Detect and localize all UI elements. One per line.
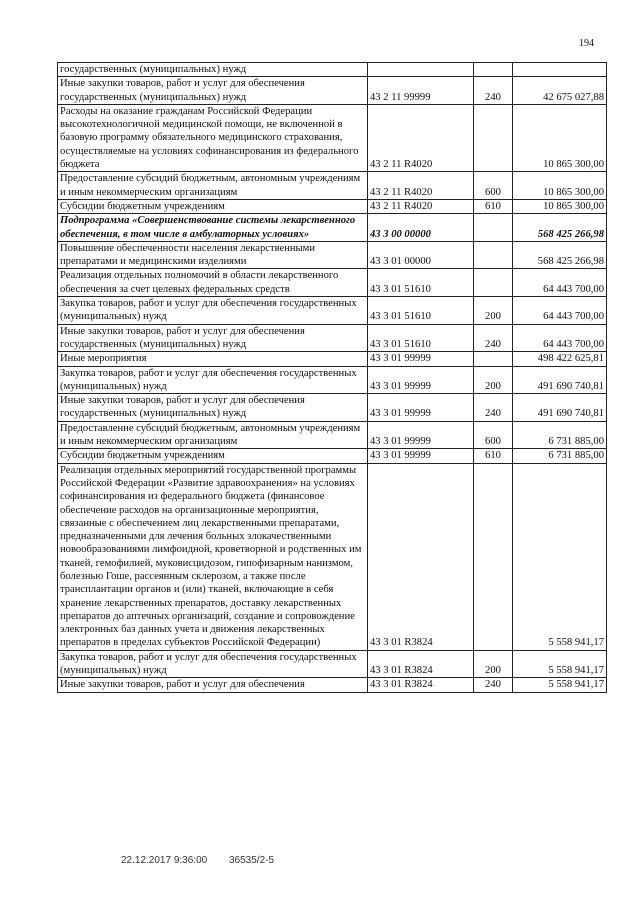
- row-sum-cell: 10 865 300,00: [513, 199, 607, 213]
- budget-table: [57, 62, 607, 693]
- row-name-cell: Предоставление субсидий бюджетным, автономным учреждениям и иным некоммерческим организациям: [58, 172, 368, 200]
- row-vr-cell: [474, 352, 513, 366]
- table-row: [58, 63, 607, 77]
- table-row: [58, 366, 607, 394]
- row-sum-cell: 568 425 266,98: [513, 241, 607, 269]
- table-row: [58, 352, 607, 366]
- footer-doc-number: 36535/2-5: [229, 855, 275, 866]
- table-row: [58, 214, 607, 242]
- row-name-cell: Реализация отдельных полномочий в области лекарственного обеспечения за счет целевых федеральных средств: [58, 269, 368, 297]
- row-vr-cell: [474, 104, 513, 171]
- row-code-cell: 43 3 01 51610: [368, 324, 474, 352]
- table-row: [58, 463, 607, 650]
- row-code-cell: 43 3 01 99999: [368, 449, 474, 463]
- row-sum-cell: 42 675 027,88: [513, 77, 607, 105]
- row-vr-cell: 200: [474, 297, 513, 325]
- row-vr-cell: 600: [474, 172, 513, 200]
- row-sum-cell: 10 865 300,00: [513, 104, 607, 171]
- row-vr-cell: 200: [474, 366, 513, 394]
- row-name-cell: Закупка товаров, работ и услуг для обеспечения государственных (муниципальных) нужд: [58, 650, 368, 678]
- row-name-cell: Закупка товаров, работ и услуг для обеспечения государственных (муниципальных) нужд: [58, 297, 368, 325]
- table-row: [58, 104, 607, 171]
- row-code-cell: 43 3 01 00000: [368, 241, 474, 269]
- row-code-cell: [368, 63, 474, 77]
- table-row: [58, 449, 607, 463]
- row-vr-cell: 600: [474, 421, 513, 449]
- row-code-cell: 43 2 11 99999: [368, 77, 474, 105]
- table-row: [58, 199, 607, 213]
- row-name-cell: Реализация отдельных мероприятий государственной программы Российской Федерации «Развитие здравоохранения» на условиях софинансирования из федерального бюджета (финансовое обеспечение расходов на организационные мероприятия, связанные с обеспечением лиц лекарственными препаратами, предназначенными для лечения больных злокачественными новообразованиями лимфоидной, кроветворной и родственных им тканей, гемофилией, муковисцидозом, гипофизарным нанизмом, болезнью Гоше, рассеянным склерозом, а также после трансплантации органов и (или) тканей, включающие в себя хранение лекарственных препаратов, доставку лекарственных препаратов до аптечных организаций, создание и сопровождение электронных баз данных учета и движения лекарственных препаратов в пределах субъектов Российской Федерации): [58, 463, 368, 650]
- row-vr-cell: 240: [474, 77, 513, 105]
- row-sum-cell: 491 690 740,81: [513, 394, 607, 422]
- footer-datetime: 22.12.2017 9:36:00: [121, 855, 208, 866]
- row-sum-cell: 5 558 941,17: [513, 678, 607, 692]
- row-sum-cell: 64 443 700,00: [513, 297, 607, 325]
- row-name-cell: государственных (муниципальных) нужд: [58, 63, 368, 77]
- row-sum-cell: 6 731 885,00: [513, 449, 607, 463]
- row-sum-cell: 10 865 300,00: [513, 172, 607, 200]
- row-vr-cell: 610: [474, 199, 513, 213]
- row-vr-cell: 200: [474, 650, 513, 678]
- row-name-cell: Иные закупки товаров, работ и услуг для обеспечения: [58, 678, 368, 692]
- row-code-cell: 43 3 01 R3824: [368, 650, 474, 678]
- row-code-cell: 43 2 11 R4020: [368, 104, 474, 171]
- row-code-cell: 43 2 11 R4020: [368, 199, 474, 213]
- row-name-cell: Субсидии бюджетным учреждениям: [58, 449, 368, 463]
- table-row: [58, 241, 607, 269]
- row-sum-cell: 5 558 941,17: [513, 650, 607, 678]
- table-row: [58, 324, 607, 352]
- row-code-cell: 43 3 00 00000: [368, 214, 474, 242]
- row-sum-cell: [513, 63, 607, 77]
- row-vr-cell: [474, 241, 513, 269]
- row-code-cell: 43 3 01 99999: [368, 352, 474, 366]
- table-row: [58, 77, 607, 105]
- row-vr-cell: [474, 463, 513, 650]
- row-name-cell: Иные закупки товаров, работ и услуг для обеспечения государственных (муниципальных) нужд: [58, 394, 368, 422]
- row-sum-cell: 498 422 625,81: [513, 352, 607, 366]
- row-vr-cell: 240: [474, 324, 513, 352]
- table-row: [58, 394, 607, 422]
- row-vr-cell: 610: [474, 449, 513, 463]
- row-sum-cell: 5 558 941,17: [513, 463, 607, 650]
- table-row: [58, 269, 607, 297]
- row-name-cell: Субсидии бюджетным учреждениям: [58, 199, 368, 213]
- row-sum-cell: 64 443 700,00: [513, 269, 607, 297]
- table-row: [58, 297, 607, 325]
- row-sum-cell: 64 443 700,00: [513, 324, 607, 352]
- row-sum-cell: 568 425 266,98: [513, 214, 607, 242]
- row-code-cell: 43 3 01 99999: [368, 421, 474, 449]
- row-code-cell: 43 3 01 51610: [368, 297, 474, 325]
- row-vr-cell: [474, 214, 513, 242]
- row-name-cell: Иные закупки товаров, работ и услуг для обеспечения государственных (муниципальных) нужд: [58, 324, 368, 352]
- row-code-cell: 43 3 01 R3824: [368, 463, 474, 650]
- row-code-cell: 43 3 01 51610: [368, 269, 474, 297]
- row-vr-cell: 240: [474, 678, 513, 692]
- table-row: [58, 172, 607, 200]
- row-code-cell: 43 3 01 R3824: [368, 678, 474, 692]
- table-row: [58, 650, 607, 678]
- row-code-cell: 43 3 01 99999: [368, 366, 474, 394]
- row-name-cell: Иные закупки товаров, работ и услуг для обеспечения государственных (муниципальных) нужд: [58, 77, 368, 105]
- row-name-cell: Подпрограмма «Совершенствование системы лекарственного обеспечения, в том числе в амбулаторных условиях»: [58, 214, 368, 242]
- table-row: [58, 678, 607, 692]
- row-sum-cell: 6 731 885,00: [513, 421, 607, 449]
- row-vr-cell: [474, 269, 513, 297]
- row-name-cell: Предоставление субсидий бюджетным, автономным учреждениям и иным некоммерческим организациям: [58, 421, 368, 449]
- row-name-cell: Повышение обеспеченности населения лекарственными препаратами и медицинскими изделиями: [58, 241, 368, 269]
- row-code-cell: 43 3 01 99999: [368, 394, 474, 422]
- row-vr-cell: [474, 63, 513, 77]
- row-name-cell: Иные мероприятия: [58, 352, 368, 366]
- row-code-cell: 43 2 11 R4020: [368, 172, 474, 200]
- row-name-cell: Закупка товаров, работ и услуг для обеспечения государственных (муниципальных) нужд: [58, 366, 368, 394]
- table-row: [58, 421, 607, 449]
- row-vr-cell: 240: [474, 394, 513, 422]
- row-sum-cell: 491 690 740,81: [513, 366, 607, 394]
- budget-table-body: [58, 63, 607, 693]
- page-number: 194: [579, 38, 594, 49]
- row-name-cell: Расходы на оказание гражданам Российской Федерации высокотехнологичной медицинской помощи, не включенной в базовую программу обязательного медицинского страхования, осуществляемые на условиях софинансирования из федерального бюджета: [58, 104, 368, 171]
